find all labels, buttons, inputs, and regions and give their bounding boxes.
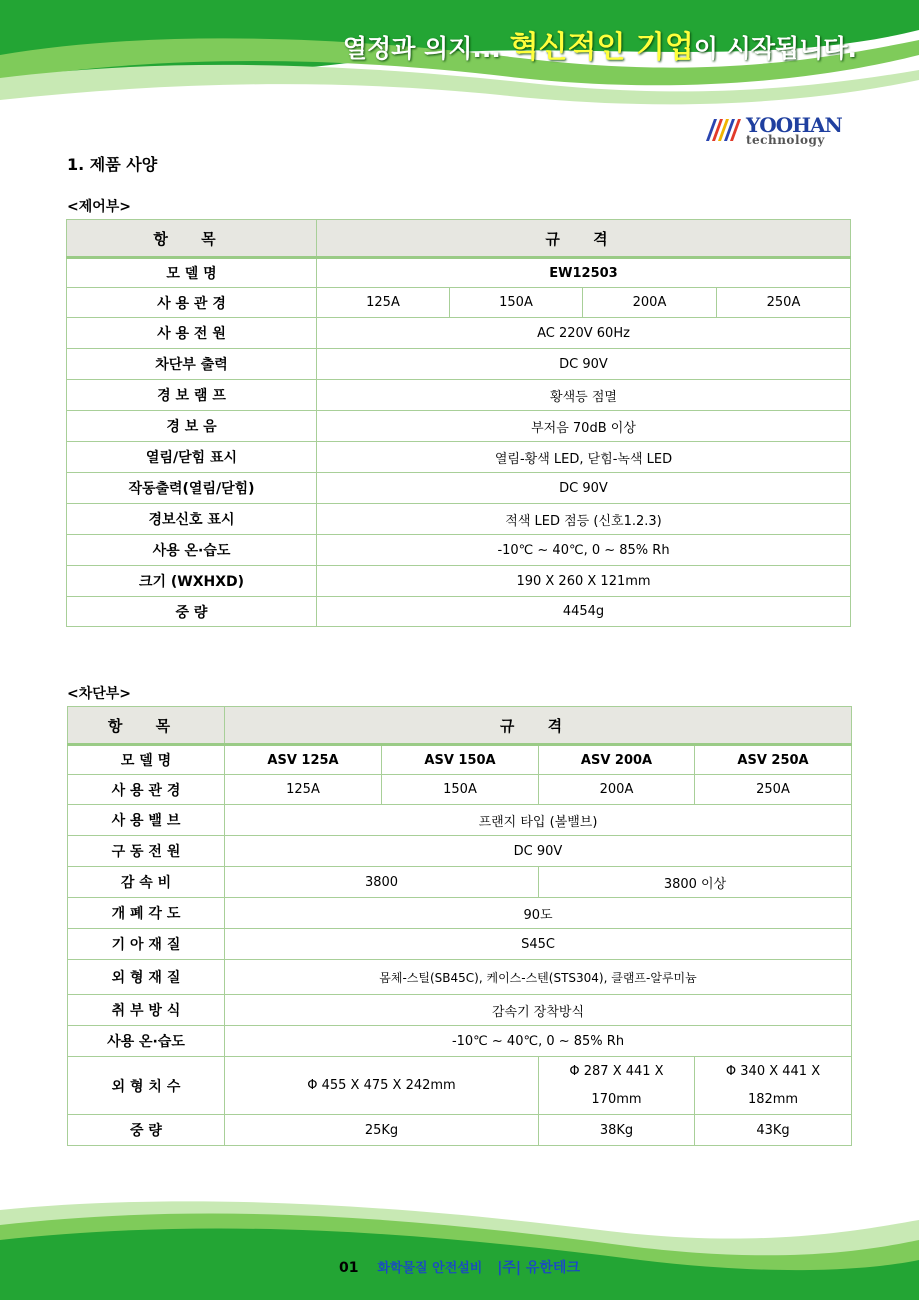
row-label: 열림/닫힘 표시 xyxy=(67,442,317,473)
header-item: 항 목 xyxy=(67,220,317,258)
row-value: EW12503 xyxy=(317,258,851,288)
row-value: DC 90V xyxy=(225,836,852,867)
table-row xyxy=(68,867,852,898)
section-title: 1. 제품 사양 xyxy=(67,155,158,174)
row-value: 열림-황색 LED, 닫힘-녹색 LED xyxy=(317,442,851,473)
row-value: 부저음 70dB 이상 xyxy=(317,411,851,442)
row-label: 크기 (WXHXD) xyxy=(67,566,317,597)
row-value: 250A xyxy=(717,288,851,318)
row-label: 외 형 치 수 xyxy=(68,1057,225,1115)
row-value: 43Kg xyxy=(695,1115,852,1146)
logo-name: YOOHAN xyxy=(746,113,842,137)
row-value: 3800 이상 xyxy=(539,867,852,898)
table-row xyxy=(68,1057,852,1115)
page-number: 01 xyxy=(339,1260,359,1276)
row-label: 차단부 출력 xyxy=(67,349,317,380)
row-value: DC 90V xyxy=(317,349,851,380)
table-row xyxy=(67,318,851,349)
row-value: 3800 xyxy=(225,867,539,898)
table-row xyxy=(67,411,851,442)
row-label: 기 아 재 질 xyxy=(68,929,225,960)
row-value: -10℃ ~ 40℃, 0 ~ 85% Rh xyxy=(225,1026,852,1057)
table-row xyxy=(68,1026,852,1057)
footer xyxy=(0,1257,919,1277)
footer-company: 화학물질 안전설비 xyxy=(377,1261,483,1276)
table-header-row xyxy=(67,220,851,258)
row-value: 90도 xyxy=(225,898,852,929)
row-label: 중 량 xyxy=(67,597,317,627)
row-value: Φ 287 X 441 X 170mm xyxy=(539,1057,695,1115)
table-row xyxy=(67,258,851,288)
row-value: 몸체-스틸(SB45C), 케이스-스텐(STS304), 클램프-알루미늄 xyxy=(225,960,852,995)
row-value: 125A xyxy=(317,288,450,318)
table-row xyxy=(67,380,851,411)
control-spec-table xyxy=(66,219,851,627)
row-value: 황색등 점멸 xyxy=(317,380,851,411)
row-label: 사 용 관 경 xyxy=(68,775,225,805)
row-label: 작동출력(열림/닫힘) xyxy=(67,473,317,504)
slogan-text-post: 이 시작됩니다. xyxy=(693,34,857,63)
table-row xyxy=(68,929,852,960)
footer-brand: |주| 유한테크 xyxy=(497,1260,580,1276)
header-spec: 규 격 xyxy=(225,707,852,745)
company-logo xyxy=(706,113,856,153)
row-label: 개 폐 각 도 xyxy=(68,898,225,929)
row-value: 190 X 260 X 121mm xyxy=(317,566,851,597)
row-value: 4454g xyxy=(317,597,851,627)
breaker-title: <차단부> xyxy=(67,686,132,702)
row-value: 200A xyxy=(539,775,695,805)
row-value: 프랜지 타입 (볼밸브) xyxy=(225,805,852,836)
slogan-highlight: 혁신적인 기업 xyxy=(509,30,694,65)
row-label: 중 량 xyxy=(68,1115,225,1146)
table-row xyxy=(68,775,852,805)
table-row xyxy=(68,898,852,929)
table-row xyxy=(67,566,851,597)
row-label: 사 용 관 경 xyxy=(67,288,317,318)
row-label: 모 델 명 xyxy=(67,258,317,288)
header-spec: 규 격 xyxy=(317,220,851,258)
row-value: 250A xyxy=(695,775,852,805)
row-value: AC 220V 60Hz xyxy=(317,318,851,349)
row-value: -10℃ ~ 40℃, 0 ~ 85% Rh xyxy=(317,535,851,566)
row-value: 25Kg xyxy=(225,1115,539,1146)
table-header-row xyxy=(68,707,852,745)
logo-sub: technology xyxy=(746,133,825,147)
row-value: Φ 455 X 475 X 242mm xyxy=(225,1057,539,1115)
row-label: 감 속 비 xyxy=(68,867,225,898)
table-row xyxy=(67,288,851,318)
table-row xyxy=(67,597,851,627)
row-label: 취 부 방 식 xyxy=(68,995,225,1026)
table-row xyxy=(67,535,851,566)
table-row xyxy=(68,960,852,995)
control-title: <제어부> xyxy=(67,199,132,215)
row-value: 38Kg xyxy=(539,1115,695,1146)
row-label: 경보신호 표시 xyxy=(67,504,317,535)
row-label: 구 동 전 원 xyxy=(68,836,225,867)
row-value: ASV 200A xyxy=(539,745,695,775)
row-value: ASV 125A xyxy=(225,745,382,775)
table-row xyxy=(67,442,851,473)
table-row xyxy=(67,349,851,380)
table-row xyxy=(68,805,852,836)
row-value: Φ 340 X 441 X 182mm xyxy=(695,1057,852,1115)
footer-banner xyxy=(0,1190,919,1300)
row-label: 경 보 음 xyxy=(67,411,317,442)
row-value: 감속기 장착방식 xyxy=(225,995,852,1026)
row-label: 사용 온·습도 xyxy=(68,1026,225,1057)
table-row xyxy=(67,504,851,535)
header-slogan xyxy=(343,22,857,66)
row-value: S45C xyxy=(225,929,852,960)
table-row xyxy=(67,473,851,504)
table-row xyxy=(68,995,852,1026)
row-value: 125A xyxy=(225,775,382,805)
table-row xyxy=(68,745,852,775)
row-label: 경 보 램 프 xyxy=(67,380,317,411)
row-label: 사용 온·습도 xyxy=(67,535,317,566)
row-value: 200A xyxy=(583,288,717,318)
row-value: ASV 150A xyxy=(382,745,539,775)
header-item: 항 목 xyxy=(68,707,225,745)
table-row xyxy=(68,1115,852,1146)
row-value: DC 90V xyxy=(317,473,851,504)
breaker-spec-table xyxy=(67,706,852,1146)
row-value: 적색 LED 점등 (신호1.2.3) xyxy=(317,504,851,535)
row-label: 사 용 밸 브 xyxy=(68,805,225,836)
row-label: 외 형 재 질 xyxy=(68,960,225,995)
table-row xyxy=(68,836,852,867)
row-label: 사 용 전 원 xyxy=(67,318,317,349)
row-label: 모 델 명 xyxy=(68,745,225,775)
row-value: 150A xyxy=(450,288,583,318)
row-value: 150A xyxy=(382,775,539,805)
slogan-text-pre: 열정과 의지... xyxy=(342,34,510,63)
row-value: ASV 250A xyxy=(695,745,852,775)
